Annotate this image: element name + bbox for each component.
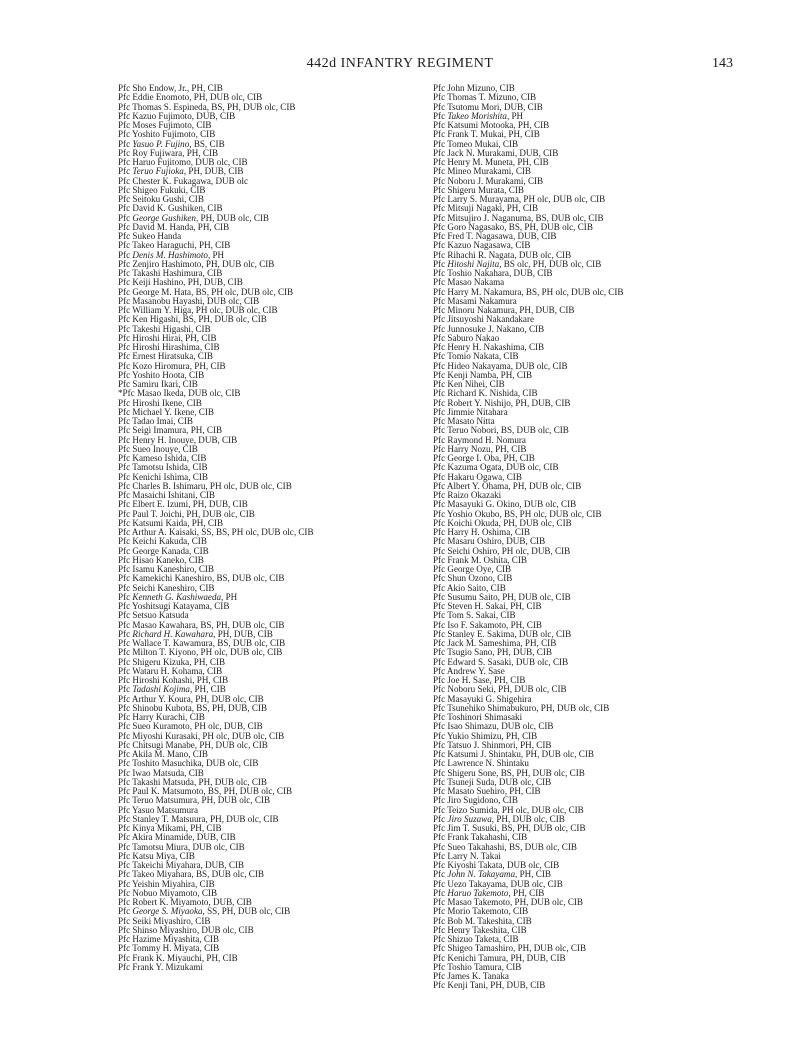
roster-entry: Pfc Akira Minamide, DUB, CIB <box>118 832 236 843</box>
roster-entry: Pfc Masaru Oshiro, DUB, CIB <box>433 536 546 547</box>
roster-entry: Pfc Kenji Namba, PH, CIB <box>433 369 533 380</box>
roster-entry: Pfc Teruo Matsumura, PH, DUB olc, CIB <box>118 795 271 806</box>
roster-entry: Pfc Frank T. Mukai, PH, CIB <box>433 129 540 140</box>
roster-entry: Pfc Paul K. Matsumoto, BS, PH, DUB olc, CIB <box>118 786 293 796</box>
roster-entry: Pfc Fred T. Nagasawa, DUB, CIB <box>433 231 557 241</box>
roster-entry: Pfc Shigeo Tamashiro, PH, DUB olc, CIB <box>433 943 587 954</box>
roster-entry: Pfc Kazuo Nagasawa, CIB <box>433 240 531 251</box>
roster-entry: Pfc Elbert E. Izumi, PH, DUB, CIB <box>118 499 248 510</box>
roster-entry: Pfc Noboru J. Murakami, CIB <box>433 175 544 186</box>
roster-entry: Pfc Kenji Tani, PH, DUB, CIB <box>433 980 546 991</box>
roster-entry: Pfc Shigeru Murata, CIB <box>433 184 524 195</box>
roster-entry: Pfc Koichi Okuda, PH, DUB olc, CIB <box>433 517 572 528</box>
roster-entry: Pfc Joe H. Sase, PH, CIB <box>433 675 526 685</box>
roster-entry: Pfc Robert K. Miyamoto, DUB, CIB <box>118 897 252 907</box>
roster-entry: Pfc Yoshito Hoota, CIB <box>118 369 205 380</box>
roster-entry: Pfc Steven H. Sakai, PH, CIB <box>433 601 542 611</box>
roster-entry: Pfc Katsu Miya, CIB <box>118 850 195 861</box>
roster-entry: Pfc Haruo Takemoto, PH, CIB <box>433 887 545 898</box>
roster-entry: Pfc Tomeo Mukai, CIB <box>433 138 519 149</box>
roster-entry: Pfc Moses Fujimoto, CIB <box>118 120 212 130</box>
roster-entry: Pfc George Kanada, CIB <box>118 545 209 556</box>
roster-entry: Pfc Kozo Hiromura, PH, CIB <box>118 360 226 371</box>
roster-entry: Pfc Raizo Okazaki <box>433 490 502 500</box>
roster-entry: Pfc George S. Miyaoka, SS, PH, DUB olc, CIB <box>118 906 291 917</box>
roster-entry: Pfc Mineo Murakami, CIB <box>433 166 531 177</box>
roster-entry: Pfc Toshito Masuchika, DUB olc, CIB <box>118 758 259 769</box>
roster-entry: Pfc Keiji Hashino, PH, DUB, CIB <box>118 277 243 288</box>
roster-entry: Pfc Teruo Nobori, BS, DUB olc, CIB <box>433 425 569 436</box>
roster-entry: Pfc Tsutomu Mori, DUB, CIB <box>433 101 543 112</box>
roster-entry: Pfc Katsumi J. Shintaku, PH, DUB olc, CIB <box>433 749 594 759</box>
roster-entry: Pfc Samiru Ikari, CIB <box>118 379 198 389</box>
roster-entry: Pfc Morio Takemoto, CIB <box>433 906 529 917</box>
roster-entry: Pfc Shinobu Kubota, BS, PH, DUB, CIB <box>118 702 268 713</box>
roster-entry: Pfc John N. Takayama, PH, CIB <box>433 869 551 880</box>
roster-entry: Pfc Katsumi Motooka, PH, CIB <box>433 120 550 130</box>
roster-entry: Pfc Tomio Nakata, CIB <box>433 351 519 362</box>
roster-entry: Pfc Takeshi Higashi, CIB <box>118 323 211 334</box>
roster-entry: Pfc Takeichi Miyahara, DUB, CIB <box>118 860 244 870</box>
roster-entry: Pfc Junnosuke J. Nakano, CIB <box>433 323 545 334</box>
roster-entry: Pfc Jack M. Sameshima, PH, CIB <box>433 638 557 648</box>
roster-entry: Pfc Minoru Nakamura, PH, DUB, CIB <box>433 305 575 315</box>
roster-entry: Pfc Paul T. Joichi, PH, DUB olc, CIB <box>118 508 255 519</box>
roster-entry: Pfc Harry Kurachi, CIB <box>118 712 205 722</box>
roster-entry: Pfc Andrew Y. Sase <box>433 665 505 676</box>
roster-entry: Pfc Masao Kawahara, BS, PH, DUB olc, CIB <box>118 619 285 630</box>
roster-entry: Pfc Eddie Enomoto, PH, DUB olc, CIB <box>118 92 263 103</box>
roster-entry: Pfc Ken Nihei, CIB <box>433 379 505 389</box>
roster-entry: Pfc Seichi Oshiro, PH olc, DUB, CIB <box>433 545 571 556</box>
roster-entry: Pfc Akio Saito, CIB <box>433 582 506 593</box>
roster-entry: Pfc Bob M. Takeshita, CIB <box>433 915 532 926</box>
roster-entry: Pfc Henry Takeshita, CIB <box>433 924 527 935</box>
roster-entry: Pfc Shigeru Sone, BS, PH, DUB olc, CIB <box>433 767 585 778</box>
roster-entry: Pfc William Y. Higa, PH olc, DUB olc, CIB <box>118 305 278 315</box>
roster-entry: Pfc Frank Y. Mizukami <box>118 961 203 972</box>
roster-entry: Pfc Masao Takemoto, PH, DUB olc, CIB <box>433 897 583 907</box>
roster-entry: Pfc Toshio Nakahara, DUB, CIB <box>433 268 553 278</box>
roster-entry: Pfc Seiki Miyashiro, CIB <box>118 915 211 926</box>
roster-entry: Pfc Teruo Fujioka, PH, DUB, CIB <box>118 166 244 177</box>
roster-entry: Pfc Nobuo Miyamoto, CIB <box>118 887 218 898</box>
roster-entry: Pfc Toshio Tamura, CIB <box>433 961 522 972</box>
roster-entry: Pfc Masato Nitta <box>433 416 495 426</box>
roster-entry: Pfc Hisao Kaneko, CIB <box>118 554 204 565</box>
roster-entry: Pfc Miyoshi Kurasaki, PH olc, DUB olc, CIB <box>118 730 285 741</box>
roster-entry: Pfc George I. Oba, PH, CIB <box>433 453 535 463</box>
roster-entry: Pfc Kinya Mikami, PH, CIB <box>118 823 222 833</box>
roster-entry: Pfc Jiro Sugidono, CIB <box>433 795 518 806</box>
roster-entry: Pfc Harry Nozu, PH, CIB <box>433 443 527 454</box>
roster-entry: Pfc Masanobu Hayashi, DUB olc, CIB <box>118 295 260 306</box>
roster-entry: Pfc John Mizuno, CIB <box>433 83 515 93</box>
roster-entry: Pfc Shigeru Kizuka, PH, CIB <box>118 656 226 667</box>
roster-entry: Pfc Hideo Nakayama, DUB olc, CIB <box>433 360 568 371</box>
roster-entry: Pfc Kazuma Ogata, DUB olc, CIB <box>433 462 559 473</box>
roster-entry: Pfc Shun Ozono, CIB <box>433 573 513 584</box>
roster-entry: Pfc Haruo Fujitomo, DUB olc, CIB <box>118 157 248 167</box>
roster-column-right <box>433 84 683 991</box>
roster-entry: Pfc Henry H. Inouye, DUB, CIB <box>118 434 238 445</box>
roster-entry: Pfc Kenichi Ishima, CIB <box>118 471 208 482</box>
roster-entry: Pfc James K. Tanaka <box>433 971 509 981</box>
roster-entry: Pfc George Oye, CIB <box>433 564 512 574</box>
roster-entry: Pfc Jitsuyoshi Nakandakare <box>433 314 535 325</box>
roster-entry: Pfc Masayuki G. Okino, DUB olc, CIB <box>433 499 577 510</box>
roster-entry: Pfc Richard K. Nishida, CIB <box>433 388 538 399</box>
roster-entry: Pfc Jack N. Murakami, DUB, CIB <box>433 147 559 158</box>
roster-entry: Pfc Larry N. Takai <box>433 850 501 861</box>
roster-entry: Pfc Chester K. Fukagawa, DUB olc <box>118 175 249 186</box>
roster-entry: Pfc Seigi Imamura, PH, CIB <box>118 425 223 436</box>
roster-entry: Pfc Noboru Seki, PH, DUB olc, CIB <box>433 684 567 695</box>
roster-entry: Pfc Shinso Miyashiro, DUB olc, CIB <box>118 924 254 935</box>
roster-entry: Pfc Goro Nagasako, BS, PH, DUB olc, CIB <box>433 221 593 232</box>
roster-entry: Pfc Frank Takahashi, CIB <box>433 832 528 843</box>
roster-entry: Pfc David K. Gushiken, CIB <box>118 203 223 214</box>
roster-entry: Pfc Yoshitsugi Katayama, CIB <box>118 601 230 611</box>
page-number: 143 <box>712 56 733 71</box>
roster-entry: Pfc Arthur A. Kaisaki, SS, BS, PH olc, DUB olc, CIB <box>118 527 314 537</box>
roster-entry: Pfc Saburo Nakao <box>433 332 500 343</box>
roster-entry: Pfc Zenjiro Hashimoto, PH, DUB olc, CIB <box>118 258 275 269</box>
roster-entry: *Pfc Masao Ikeda, DUB olc, CIB <box>118 388 241 399</box>
roster-entry: Pfc Tommy H. Miyata, CIB <box>118 943 220 954</box>
roster-entry: Pfc Harry M. Nakamura, BS, PH olc, DUB olc, CIB <box>433 286 624 297</box>
roster-entry: Pfc Lawrence N. Shintaku <box>433 758 529 769</box>
roster-entry: Pfc Ernest Hiratsuka, CIB <box>118 351 213 362</box>
roster-entry: Pfc Tom S. Sakai, CIB <box>433 610 516 621</box>
roster-entry: Pfc Yoshito Fujimoto, CIB <box>118 129 216 140</box>
roster-entry: Pfc Takeo Haraguchi, PH, CIB <box>118 240 231 251</box>
roster-entry: Pfc Sueo Kuramoto, PH olc, DUB, CIB <box>118 721 263 732</box>
roster-entry: Pfc Takeo Morishita, PH <box>433 110 524 121</box>
roster-entry: Pfc Hiroshi Hirai, PH, CIB <box>118 332 217 343</box>
roster-entry: Pfc Roy Fujiwara, PH, CIB <box>118 147 219 158</box>
roster-entry: Pfc Tsunehiko Shimabukuro, PH, DUB olc, CIB <box>433 702 610 713</box>
roster-entry: Pfc Masaichi Ishitani, CIB <box>118 490 215 500</box>
roster-entry: Pfc Seichi Kaneshiro, CIB <box>118 582 215 593</box>
roster-entry: Pfc Toshinori Shimasaki <box>433 712 523 722</box>
roster-entry: Pfc Katsumi Kaida, PH, CIB <box>118 517 224 528</box>
roster-entry: Pfc Wataru H. Kohama, CIB <box>118 665 223 676</box>
roster-entry: Pfc Hakaru Ogawa, CIB <box>433 471 522 482</box>
roster-entry: Pfc Kiyoshi Takata, DUB olc, CIB <box>433 860 560 870</box>
roster-entry: Pfc Shigeo Fukuki, CIB <box>118 184 206 195</box>
roster-entry: Pfc Denis M. Hashimoto, PH <box>118 249 225 260</box>
roster-entry: Pfc Edward S. Sasaki, DUB olc, CIB <box>433 656 569 667</box>
roster-entry: Pfc Richard H. Kawahara, PH, DUB, CIB <box>118 628 273 639</box>
roster-entry: Pfc Jim T. Susuki, BS, PH, DUB olc, CIB <box>433 823 586 833</box>
roster-entry: Pfc Isao Shimazu, DUB olc, CIB <box>433 721 554 732</box>
roster-entry: Pfc Henry H. Nakashima, CIB <box>433 342 545 352</box>
roster-entry: Pfc Yasuo Matsumura <box>118 804 199 815</box>
roster-entry: Pfc Takashi Hashimura, CIB <box>118 268 223 278</box>
roster-entry: Pfc Harry H. Oshima, CIB <box>433 527 530 537</box>
roster-entry: Pfc Tsugio Sano, PH, DUB, CIB <box>433 647 552 658</box>
roster-entry: Pfc Tsuneji Suda, DUB olc, CIB <box>433 776 552 787</box>
roster-entry: Pfc Albert Y. Ohama, PH, DUB olc, CIB <box>433 480 582 491</box>
roster-entry: Pfc Ken Higashi, BS, PH, DUB olc, CIB <box>118 314 267 325</box>
roster-entry: Pfc Charles B. Ishimaru, PH olc, DUB olc, CIB <box>118 480 292 491</box>
roster-entry: Pfc Tamotsu Ishida, CIB <box>118 462 208 473</box>
roster-entry: Pfc Mitsuji Nagaki, PH, CIB <box>433 203 539 214</box>
roster-entry: Pfc Hazime Miyashita, CIB <box>118 934 220 944</box>
roster-entry: Pfc Shizuo Taketa, CIB <box>433 934 519 944</box>
roster-entry: Pfc Arthur Y. Koura, PH, DUB olc, CIB <box>118 693 264 704</box>
roster-entry: Pfc Henry M. Muneta, PH, CIB <box>433 157 549 167</box>
roster-entry: Pfc Tadao Imai, CIB <box>118 416 193 426</box>
roster-entry: Pfc Hitoshi Najita, BS olc, PH, DUB olc, CIB <box>433 258 602 269</box>
roster-entry: Pfc Yasuo P. Fujino, BS, CIB <box>118 138 225 149</box>
roster-entry: Pfc Yukio Shimizu, PH, CIB <box>433 730 538 741</box>
roster-entry: Pfc Tamotsu Miura, DUB olc, CIB <box>118 841 245 852</box>
roster-entry: Pfc Uezo Takayama, DUB olc, CIB <box>433 878 563 889</box>
roster-entry: Pfc Yeishin Miyahira, CIB <box>118 878 215 889</box>
roster-entry: Pfc Milton T. Kiyono, PH olc, DUB olc, CIB <box>118 647 283 658</box>
roster-entry: Pfc Akila M. Mano, CIB <box>118 749 208 759</box>
roster-entry: Pfc Tatsuo J. Shinmori, PH, CIB <box>433 739 552 750</box>
roster-entry: Pfc Masato Suehiro, PH, CIB <box>433 786 541 796</box>
roster-entry: Pfc Kenneth G. Kashiwaeda, PH <box>118 591 238 602</box>
roster-entry: Pfc Kamekichi Kaneshiro, BS, DUB olc, CIB <box>118 573 285 584</box>
roster-entry: Pfc Kenichi Tamura, PH, DUB, CIB <box>433 952 566 963</box>
roster-entry: Pfc Teizo Sumida, PH olc, DUB olc, CIB <box>433 804 584 815</box>
roster-entry: Pfc Jiro Suzawa, PH, DUB olc, CIB <box>433 813 565 824</box>
roster-entry: Pfc Masao Nakama <box>433 277 505 288</box>
roster-entry: Pfc Sueo Takahashi, BS, DUB olc, CIB <box>433 841 577 852</box>
roster-entry: Pfc David M. Handa, PH, CIB <box>118 221 230 232</box>
roster-entry: Pfc Jimmie Nitahara <box>433 406 508 417</box>
roster-entry: Pfc Michael Y. Ikene, CIB <box>118 406 214 417</box>
roster-entry: Pfc Takeo Miyahara, BS, DUB olc, CIB <box>118 869 264 880</box>
roster-entry: Pfc Raymond H. Nomura <box>433 434 526 445</box>
roster-entry: Pfc Susumu Saito, PH, DUB olc, CIB <box>433 591 571 602</box>
roster-entry: Pfc Thomas S. Espineda, BS, PH, DUB olc, CIB <box>118 101 296 112</box>
roster-entry: Pfc Hiroshi Kohashi, PH, CIB <box>118 675 229 685</box>
roster-entry: Pfc Yoshio Okubo, BS, PH olc, DUB olc, CIB <box>433 508 602 519</box>
roster-column-left <box>118 84 364 972</box>
roster-entry: Pfc Isamu Kaneshiro, CIB <box>118 564 214 574</box>
roster-entry: Pfc Takashi Matsuda, PH, DUB olc, CIB <box>118 776 267 787</box>
roster-entry: Pfc Robert Y. Nishijo, PH, DUB, CIB <box>433 397 571 408</box>
roster-entry: Pfc Rihachi R. Nagata, DUB olc, CIB <box>433 249 572 260</box>
roster-entry: Pfc Stanley E. Sakima, DUB olc, CIB <box>433 628 572 639</box>
roster-entry: Pfc Stanley T. Matsuura, PH, DUB olc, CIB <box>118 813 279 824</box>
roster-entry: Pfc Chitsugi Manabe, PH, DUB olc, CIB <box>118 739 268 750</box>
roster-entry: Pfc Wallace T. Kawamura, BS, DUB olc, CIB <box>118 638 286 648</box>
roster-entry: Pfc Mitsujiro J. Naganuma, BS, DUB olc, CIB <box>433 212 604 223</box>
roster-entry: Pfc Frank K. Miyauchi, PH, CIB <box>118 952 238 963</box>
roster-entry: Pfc Sukeo Handa <box>118 231 182 241</box>
roster-entry: Pfc Iso F. Sakamoto, PH, CIB <box>433 619 542 630</box>
roster-entry: Pfc George Gushiken, PH, DUB olc, CIB <box>118 212 269 223</box>
roster-entry: Pfc Sho Endow, Jr., PH, CIB <box>118 83 223 93</box>
roster-entry: Pfc Hiroshi Hirashima, CIB <box>118 342 220 352</box>
roster-entry: Pfc Frank M. Oshita, CIB <box>433 554 527 565</box>
roster-entry: Pfc Seitoku Gushi, CIB <box>118 194 204 204</box>
page-title: 442d INFANTRY REGIMENT <box>306 56 494 71</box>
roster-entry: Pfc Masayuki G. Shigehira <box>433 693 532 704</box>
roster-entry: Pfc Iwao Matsuda, CIB <box>118 767 204 778</box>
roster-entry: Pfc Kazuo Fujimoto, DUB, CIB <box>118 110 236 121</box>
roster-entry: Pfc Thomas T. Mizuno, CIB <box>433 92 537 103</box>
roster-entry: Pfc Setsuo Katsuda <box>118 610 189 621</box>
roster-entry: Pfc Sueo Inouye, CIB <box>118 443 198 454</box>
roster-entry: Pfc Kameso Ishida, CIB <box>118 453 207 463</box>
roster-entry: Pfc Keichi Kakuda, CIB <box>118 536 207 547</box>
roster-entry: Pfc George M. Hata, BS, PH olc, DUB olc, CIB <box>118 286 294 297</box>
roster-entry: Pfc Masami Nakamura <box>433 295 517 306</box>
roster-entry: Pfc Larry S. Murayama, PH olc, DUB olc, CIB <box>433 194 606 204</box>
roster-entry: Pfc Tadashi Kojima, PH, CIB <box>118 684 226 695</box>
roster-entry: Pfc Hiroshi Ikene, CIB <box>118 397 202 408</box>
